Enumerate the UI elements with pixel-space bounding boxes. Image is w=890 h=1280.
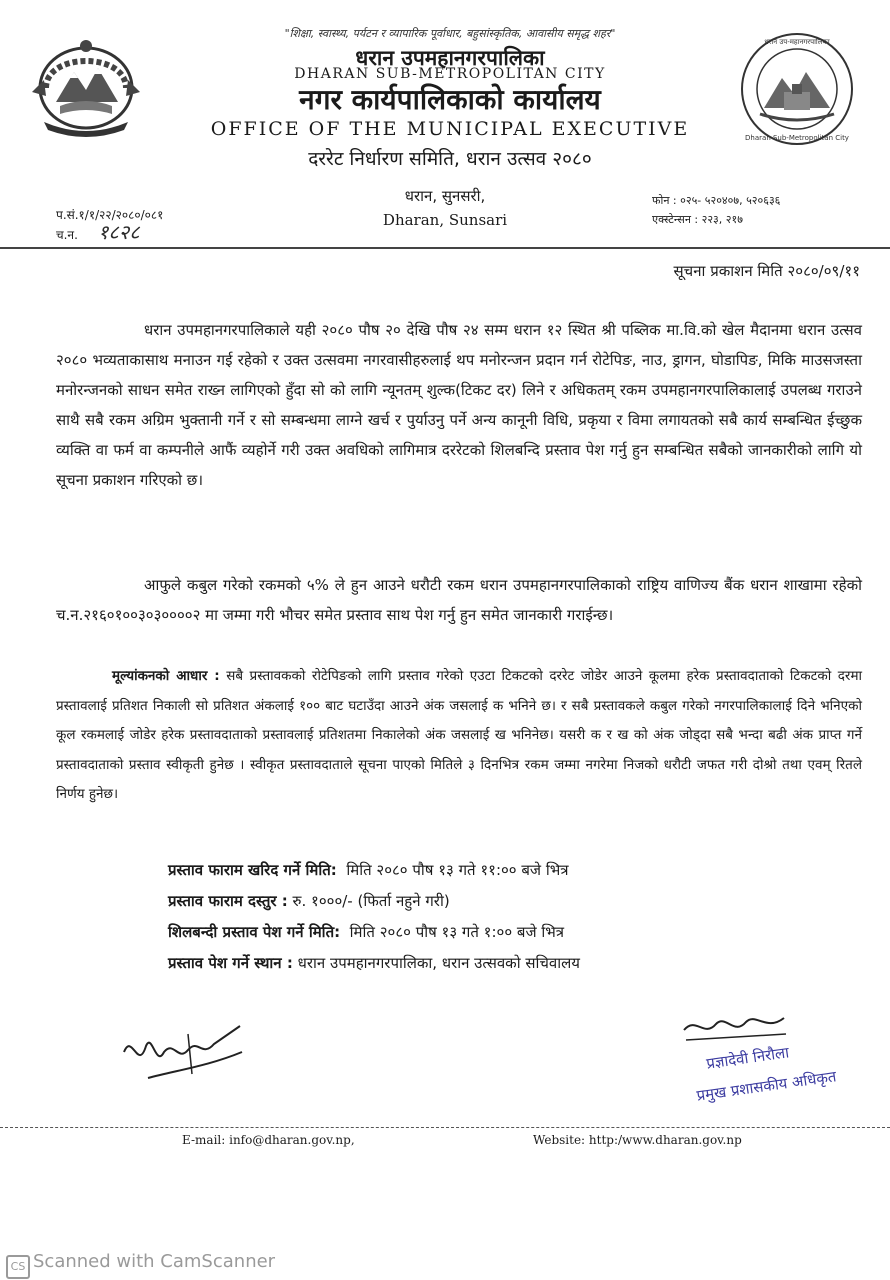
signature-left	[118, 1012, 248, 1092]
detail-row	[168, 891, 450, 911]
reference-number: प.सं.१/१/२२/२०८०/०८१	[56, 208, 164, 222]
detail-value: मिति २०८० पौष १३ गते ११:०० बजे भित्र	[346, 861, 569, 879]
svg-text:Dharan Sub-Metropolitan City: Dharan Sub-Metropolitan City	[745, 134, 849, 142]
detail-label: प्रस्ताव फाराम दस्तुर :	[168, 892, 288, 910]
office-name-nepali: नगर कार्यपालिकाको कार्यालय	[299, 83, 601, 116]
extension-numbers: एक्स्टेन्सन : २२३, २१७	[652, 213, 743, 226]
detail-value: धरान उपमहानगरपालिका, धरान उत्सवको सचिवालय	[297, 954, 580, 972]
phone-numbers: फोन : ०२५- ५२०४०७, ५२०६३६	[652, 194, 781, 207]
detail-row	[168, 953, 580, 973]
header-divider	[0, 247, 890, 249]
footer-email: E-mail: info@dharan.gov.np,	[182, 1133, 355, 1147]
dispatch-number-label: च.न.	[56, 228, 78, 242]
detail-label: प्रस्ताव पेश गर्ने स्थान :	[168, 954, 293, 972]
location-nepali: धरान, सुनसरी,	[404, 187, 486, 205]
evaluation-basis-label: मूल्यांकनको आधार :	[112, 668, 220, 684]
notice-paragraph-3	[56, 662, 862, 810]
detail-value: मिति २०८० पौष १३ गते १:०० बजे भित्र	[349, 923, 565, 941]
camscanner-text: Scanned with CamScanner	[33, 1251, 276, 1272]
detail-label: शिलबन्दी प्रस्ताव पेश गर्ने मिति:	[168, 923, 341, 941]
camscanner-watermark	[6, 1251, 275, 1279]
dispatch-number-handwritten: १८२८	[98, 220, 140, 244]
footer-divider	[0, 1127, 890, 1128]
signature-right	[680, 1008, 790, 1048]
municipality-name-english: DHARAN SUB-METROPOLITAN CITY	[294, 66, 606, 82]
detail-label: प्रस्ताव फाराम खरिद गर्ने मिति:	[168, 861, 337, 879]
notice-paragraph-1: धरान उपमहानगरपालिकाले यही २०८० पौष २० देखि पौष २४ सम्म धरान १२ स्थित श्री पब्लिक मा.वि.को खेल मैदानमा धरान उत्सव २०८० भव्यताकासाथ मनाउन गई रहेको र उक्त उत्सवमा नगरवासीहरुलाई थप मनोरन्जन प्रदान गर्न रोटेपिङ, नाउ, ड्रागन, घोडापिङ, मिकि माउसजस्ता मनोरन्जनको साधन समेत राख्न लागिएको हुँदा सो को लागि न्यूनतम् शुल्क(टिकट दर) लिने र अधिकतम् रकम उपमहानगरपालिकालाई उपलब्ध गराउने साथै सबै रकम अग्रिम भुक्तानी गर्ने र सो सम्बन्धमा लाग्ने खर्च र पुर्याउनु पर्ने अन्य कानूनी विधि, प्रकृया र विमा लगायतको सबै कार्य सम्बन्धित ईच्छुक व्यक्ति वा फर्म वा कम्पनीले आफैं व्यहोर्ने गरी उक्त अवधिको लागिमात्र दररेटको शिलबन्दि प्रस्ताव पेश गर्नु हुन सम्बन्धित सबैको जानकारीको लागि यो सूचना प्रकाशन गरिएको छ।	[56, 321, 862, 489]
detail-row	[168, 860, 569, 880]
svg-text:धरान उप-महानगरपालिका: धरान उप-महानगरपालिका	[764, 38, 830, 46]
detail-row	[168, 922, 564, 942]
publish-date: सूचना प्रकाशन मिति २०८०/०९/११	[673, 262, 860, 280]
detail-value: रु. १०००/- (फिर्ता नहुने गरी)	[292, 892, 450, 910]
committee-title: दररेट निर्धारण समिति, धरान उत्सव २०८०	[308, 148, 592, 170]
signatory-name: प्रज्ञादेवी निरौला	[705, 1043, 791, 1073]
location-english: Dharan, Sunsari	[382, 211, 508, 229]
office-name-english: OFFICE OF THE MUNICIPAL EXECUTIVE	[210, 118, 690, 140]
motto: "शिक्षा, स्वास्थ्य, पर्यटन र व्यापारिक पूर्वाधार, बहुसांस्कृतिक, आवासीय समृद्ध शहर"	[284, 27, 616, 40]
evaluation-basis-text: सबै प्रस्तावकको रोटेपिङको लागि प्रस्ताव गरेको एउटा टिकटको दररेट जोडेर आउने कूलमा हरेक प्रस्तावदाताको टिकटको दरमा प्रस्तावलाई प्रतिशत निकाली सो प्रतिशत अंकलाई १०० बाट घटाउँदा आउने अंक जसलाई क भनिने छ। र सबै प्रस्तावकले कबुल गरेको नगरपालिकालाई दिने भनिएको कूल रकमलाई जोडेर हरेक प्रस्तावदाताको प्रस्तावलाई प्रतिशतमा निकालेको अंक जसलाई ख भनिनेछ। यसरी क र ख को अंक जोड्दा सबै भन्दा बढी अंक प्राप्त गर्ने प्रस्तावदाताको प्रस्ताव स्वीकृती हुनेछ । स्वीकृत प्रस्तावदाताले सूचना पाएको मितिले ३ दिनभित्र रकम जम्मा नगरेमा निजको धरौटी जफत गरी दोश्रो तथा एवम् रितले निर्णय हुनेछ।	[56, 668, 863, 802]
signatory-title: प्रमुख प्रशासकीय अधिकृत	[695, 1067, 838, 1105]
notice-paragraph-2: आफुले कबुल गरेको रकमको ५% ले हुन आउने धरौटी रकम धरान उपमहानगरपालिकाको राष्ट्रिय वाणिज्य बैंक धरान शाखामा रहेको च.न.२१६०१००३०३००००२ मा जम्मा गरी भौचर समेत प्रस्ताव साथ पेश गर्नु हुन समेत जानकारी गराईन्छ।	[56, 576, 862, 624]
footer-website: Website: http:/www.dharan.gov.np	[533, 1133, 742, 1147]
camscanner-icon: CS	[6, 1255, 30, 1279]
municipality-name-nepali: धरान उपमहानगरपालिका	[355, 46, 545, 70]
